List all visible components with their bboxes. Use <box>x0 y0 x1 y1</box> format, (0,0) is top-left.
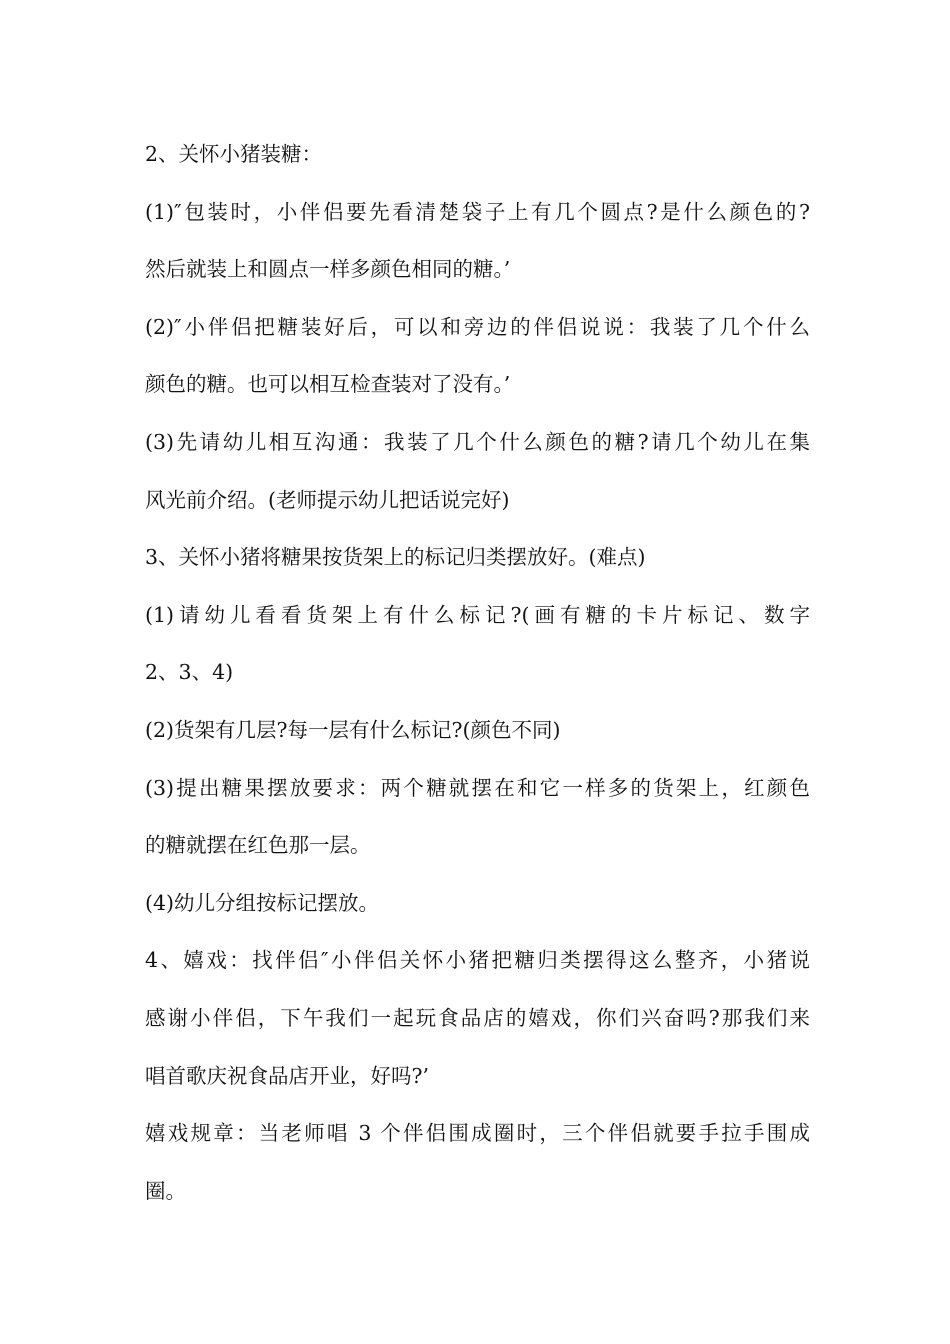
text-line: 圈。 <box>145 1178 186 1203</box>
text-line: 风光前介绍。(老师提示幼儿把话说完好) <box>145 487 510 512</box>
text-line: 嬉戏规章：当老师唱 3 个伴侣围成圈时，三个伴侣就要手拉手围成 <box>145 1121 810 1146</box>
text-line: 感谢小伴侣，下午我们一起玩食品店的嬉戏，你们兴奋吗?那我们来 <box>145 1005 810 1030</box>
document-body <box>145 126 810 1220</box>
text-line: (4)幼儿分组按标记摆放。 <box>145 890 380 915</box>
text-line: (2)货架有几层?每一层有什么标记?(颜色不同) <box>145 717 561 742</box>
text-line: 的糖就摆在红色那一层。 <box>145 833 371 858</box>
text-line: 颜色的糖。也可以相互检查装对了没有。’ <box>145 372 511 397</box>
text-line: (1)请幼儿看看货架上有什么标记?(画有糖的卡片标记、数字 <box>145 602 810 627</box>
text-line: (1)″包装时，小伴侣要先看清楚袋子上有几个圆点?是什么颜色的? <box>145 199 810 224</box>
text-line: 2、关怀小猪装糖： <box>145 142 323 166</box>
text-line: 3、关怀小猪将糖果按货架上的标记归类摆放好。(难点) <box>145 545 646 570</box>
text-line: (3)提出糖果摆放要求：两个糖就摆在和它一样多的货架上，红颜色 <box>145 775 810 800</box>
text-line: (3)先请幼儿相互沟通：我装了几个什么颜色的糖?请几个幼儿在集 <box>145 429 810 454</box>
text-line: 然后就装上和圆点一样多颜色相同的糖。’ <box>145 257 511 282</box>
text-line: 唱首歌庆祝食品店开业，好吗?’ <box>145 1063 430 1088</box>
text-line: (2)″小伴侣把糖装好后，可以和旁边的伴侣说说：我装了几个什么 <box>145 314 810 339</box>
text-line: 4、嬉戏：找伴侣″小伴侣关怀小猪把糖归类摆得这么整齐，小猪说 <box>145 948 810 973</box>
text-line: 2、3、4) <box>145 660 234 685</box>
